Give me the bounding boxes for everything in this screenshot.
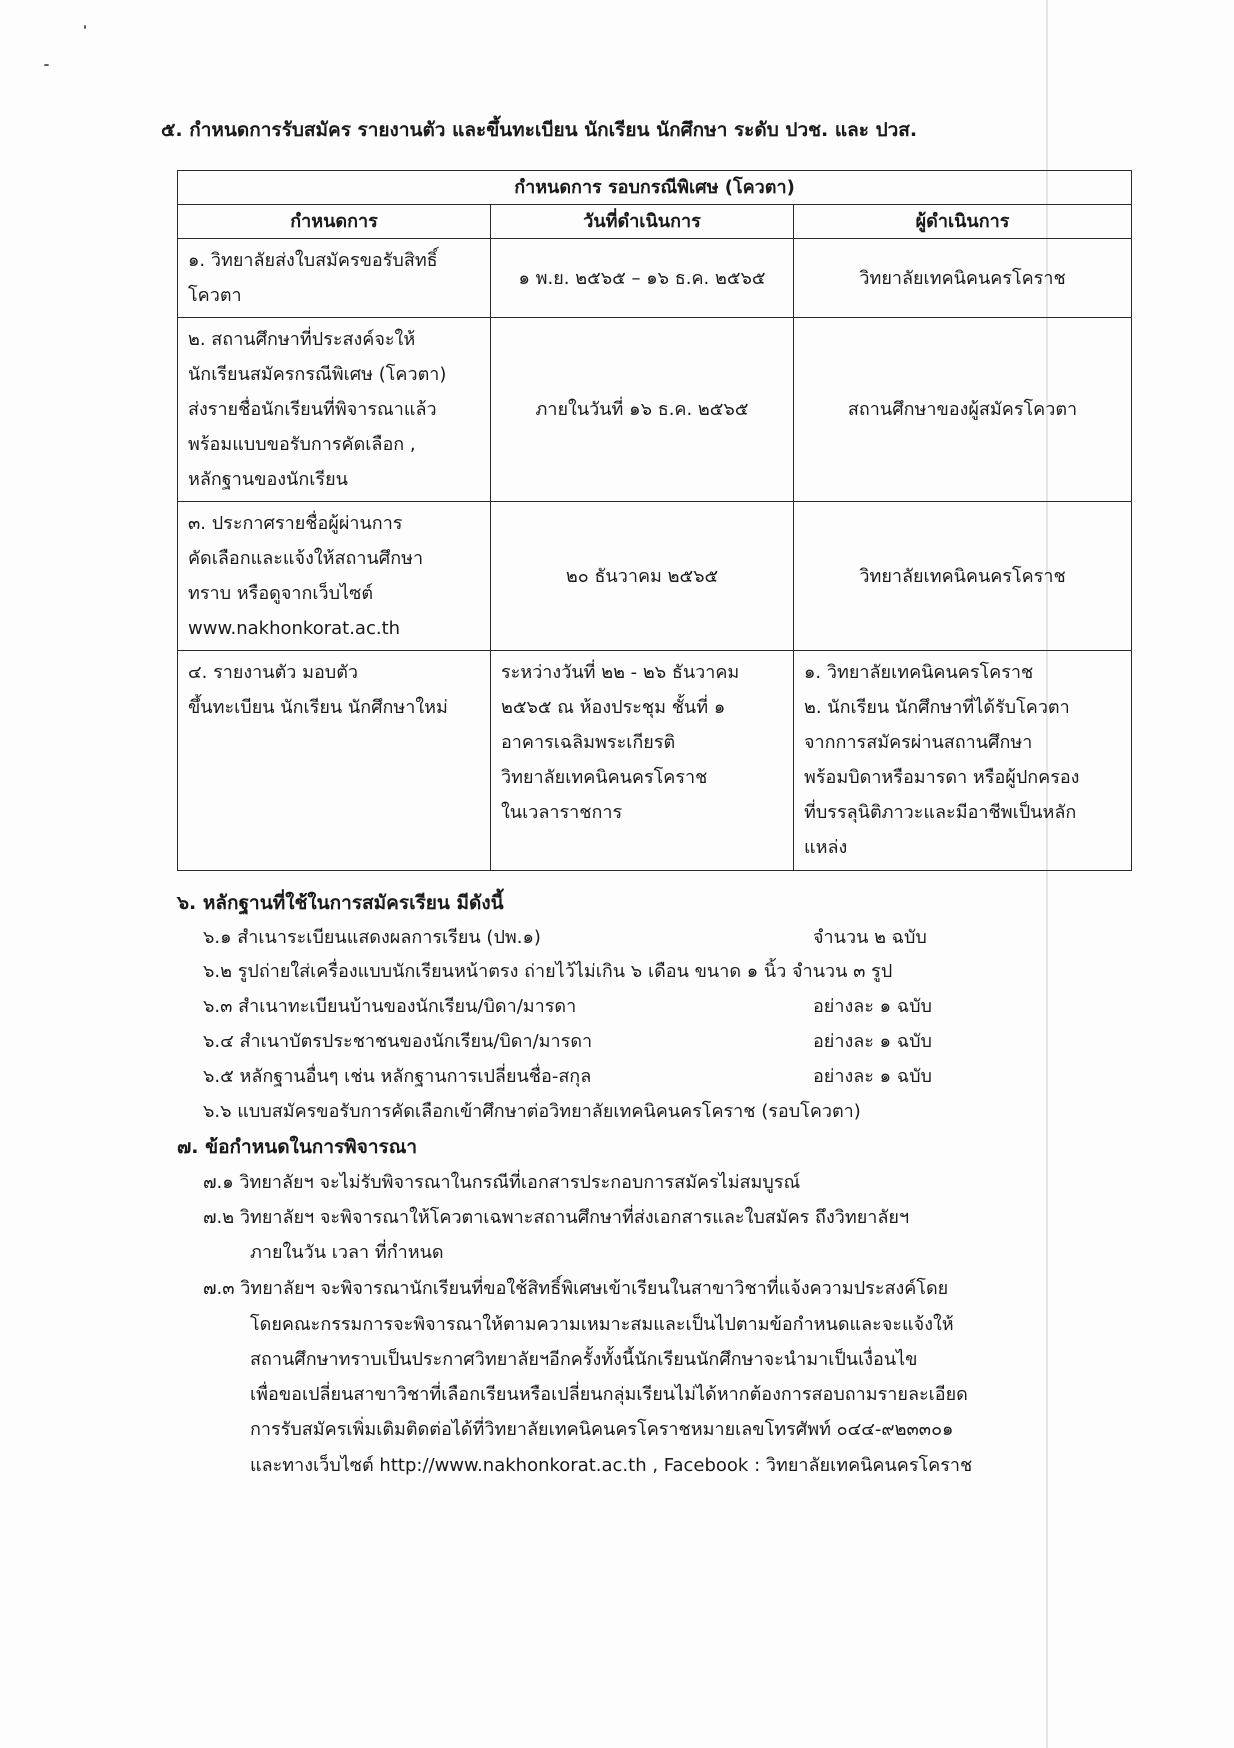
cell-text: จากการสมัครผ่านสถานศึกษา [804,732,1033,753]
cell-text: ที่บรรลุนิติภาวะและมีอาชีพเป็นหลัก [804,802,1077,823]
consideration-item: ๗.๒ วิทยาลัยฯ จะพิจารณาให้โควตาเฉพาะสถานศึกษาที่ส่งเอกสารและใบสมัคร ถึงวิทยาลัยฯ [203,1207,910,1228]
task-cell [178,239,491,318]
consideration-item-cont: สถานศึกษาทราบเป็นประกาศวิทยาลัยฯอีกครั้งทั้งนี้นักเรียนนักศึกษาจะนำมาเป็นเงื่อนไข [250,1349,918,1370]
table-title-row [178,171,1132,205]
cell-text: ๒๐ ธันวาคม ๒๕๖๕ [565,565,719,587]
table-row [178,651,1132,871]
by-cell [794,318,1132,502]
column-header-date: วันที่ดำเนินการ [491,205,794,239]
section5-heading: ๕. กำหนดการรับสมัคร รายงานตัว และขึ้นทะเบียน นักเรียน นักศึกษา ระดับ ปวช. และ ปวส. [161,119,918,141]
table-row [178,318,1132,502]
contact-phone-line: การรับสมัครเพิ่มเติมติดต่อได้ที่วิทยาลัยเทคนิคนครโคราชหมายเลขโทรศัพท์ ๐๔๔-๙๒๓๓๐๑ [250,1419,954,1440]
cell-text: สถานศึกษาของผู้สมัครโควตา [847,399,1078,420]
consideration-item: ๗.๑ วิทยาลัยฯ จะไม่รับพิจารณาในกรณีที่เอกสารประกอบการสมัครไม่สมบูรณ์ [203,1172,801,1193]
date-cell [491,239,794,318]
by-cell [794,239,1132,318]
website-text: www.nakhonkorat.ac.th [188,618,401,639]
cell-text: ระหว่างวันที่ ๒๒ - ๒๖ ธันวาคม [501,662,740,683]
consideration-item-cont: เพื่อขอเปลี่ยนสาขาวิชาที่เลือกเรียนหรือเปลี่ยนกลุ่มเรียนไม่ได้หากต้องการสอบถามรายละเอียด [250,1384,968,1405]
cell-text: วิทยาลัยเทคนิคนครโคราช [859,267,1066,289]
cell-text: หลักฐานของนักเรียน [188,469,348,490]
cell-text: ๒. นักเรียน นักศึกษาที่ได้รับโควตา [804,697,1070,718]
section7-heading: ๗. ข้อกำหนดในการพิจารณา [177,1136,418,1158]
consideration-item-cont: ภายในวัน เวลา ที่กำหนด [250,1242,444,1263]
item-quantity: อย่างละ ๑ ฉบับ [813,1066,932,1087]
cell-text: ส่งรายชื่อนักเรียนที่พิจารณาแล้ว [188,399,437,420]
cell-text: พร้อมบิดาหรือมารดา หรือผู้ปกครอง [804,767,1080,788]
cell-text: ทราบ หรือดูจากเว็บไซต์ [188,583,374,604]
document-item: ๖.๓ สำเนาทะเบียนบ้านของนักเรียน/บิดา/มารดา [203,996,577,1017]
table-header-row [178,205,1132,239]
item-quantity: อย่างละ ๑ ฉบับ [813,996,932,1017]
consideration-item: ๗.๓ วิทยาลัยฯ จะพิจารณานักเรียนที่ขอใช้สิทธิ์พิเศษเข้าเรียนในสาขาวิชาที่แจ้งความประสงค์โดย [203,1278,949,1299]
document-item: ๖.๖ แบบสมัครขอรับการคัดเลือกเข้าศึกษาต่อวิทยาลัยเทคนิคนครโคราช (รอบโควตา) [203,1101,861,1122]
item-quantity: อย่างละ ๑ ฉบับ [813,1031,932,1052]
document-item: ๖.๕ หลักฐานอื่นๆ เช่น หลักฐานการเปลี่ยนชื่อ-สกุล [203,1066,592,1087]
contact-web-line: และทางเว็บไซต์ http://www.nakhonkorat.ac.th , Facebook : วิทยาลัยเทคนิคนครโคราช [250,1455,973,1476]
cell-text: ๑. วิทยาลัยส่งใบสมัครขอรับสิทธิ์ [188,250,438,271]
by-cell [794,502,1132,651]
table-row [178,239,1132,318]
task-cell [178,318,491,502]
cell-text: โควตา [188,285,242,306]
document-item: ๖.๑ สำเนาระเบียนแสดงผลการเรียน (ปพ.๑) [203,927,541,948]
cell-text: ขึ้นทะเบียน นักเรียน นักศึกษาใหม่ [188,697,448,718]
by-cell [794,651,1132,871]
cell-text: ๔. รายงานตัว มอบตัว [188,662,359,683]
cell-text: ๑. วิทยาลัยเทคนิคนครโคราช [804,662,1034,683]
cell-text: ๑ พ.ย. ๒๕๖๕ – ๑๖ ธ.ค. ๒๕๖๕ [518,267,766,289]
date-cell [491,502,794,651]
column-header-task: กำหนดการ [178,205,491,239]
cell-text: วิทยาลัยเทคนิคนครโคราช [501,767,708,788]
cell-text: อาคารเฉลิมพระเกียรติ [501,732,676,753]
cell-text: ๒๕๖๕ ณ ห้องประชุม ชั้นที่ ๑ [501,697,726,718]
cell-text: พร้อมแบบขอรับการคัดเลือก , [188,434,416,455]
cell-text: ในเวลาราชการ [501,802,623,823]
cell-text: วิทยาลัยเทคนิคนครโคราช [859,565,1066,587]
section6-heading: ๖. หลักฐานที่ใช้ในการสมัครเรียน มีดังนี้ [177,892,504,914]
task-cell [178,651,491,871]
column-header-by: ผู้ดำเนินการ [794,205,1132,239]
document-item: ๖.๒ รูปถ่ายใส่เครื่องแบบนักเรียนหน้าตรง ถ่ายไว้ไม่เกิน ๖ เดือน ขนาด ๑ นิ้ว จำนวน ๓ รูป [203,961,893,982]
cell-text: ภายในวันที่ ๑๖ ธ.ค. ๒๕๖๕ [535,399,749,420]
table-row [178,502,1132,651]
schedule-table [177,170,1132,871]
date-cell [491,318,794,502]
cell-text: คัดเลือกและแจ้งให้สถานศึกษา [188,548,424,569]
scan-speck [44,64,49,66]
scan-speck [84,25,86,29]
cell-text: นักเรียนสมัครกรณีพิเศษ (โควตา) [188,364,447,385]
cell-text: ๓. ประกาศรายชื่อผู้ผ่านการ [188,513,403,534]
date-cell [491,651,794,871]
table-title: กำหนดการ รอบกรณีพิเศษ (โควตา) [178,171,1132,205]
task-cell [178,502,491,651]
item-quantity: จำนวน ๒ ฉบับ [813,927,927,948]
document-item: ๖.๔ สำเนาบัตรประชาชนของนักเรียน/บิดา/มารดา [203,1031,593,1052]
cell-text: ๒. สถานศึกษาที่ประสงค์จะให้ [188,329,416,350]
cell-text: แหล่ง [804,837,848,858]
consideration-item-cont: โดยคณะกรรมการจะพิจารณาให้ตามความเหมาะสมและเป็นไปตามข้อกำหนดและจะแจ้งให้ [250,1314,954,1335]
